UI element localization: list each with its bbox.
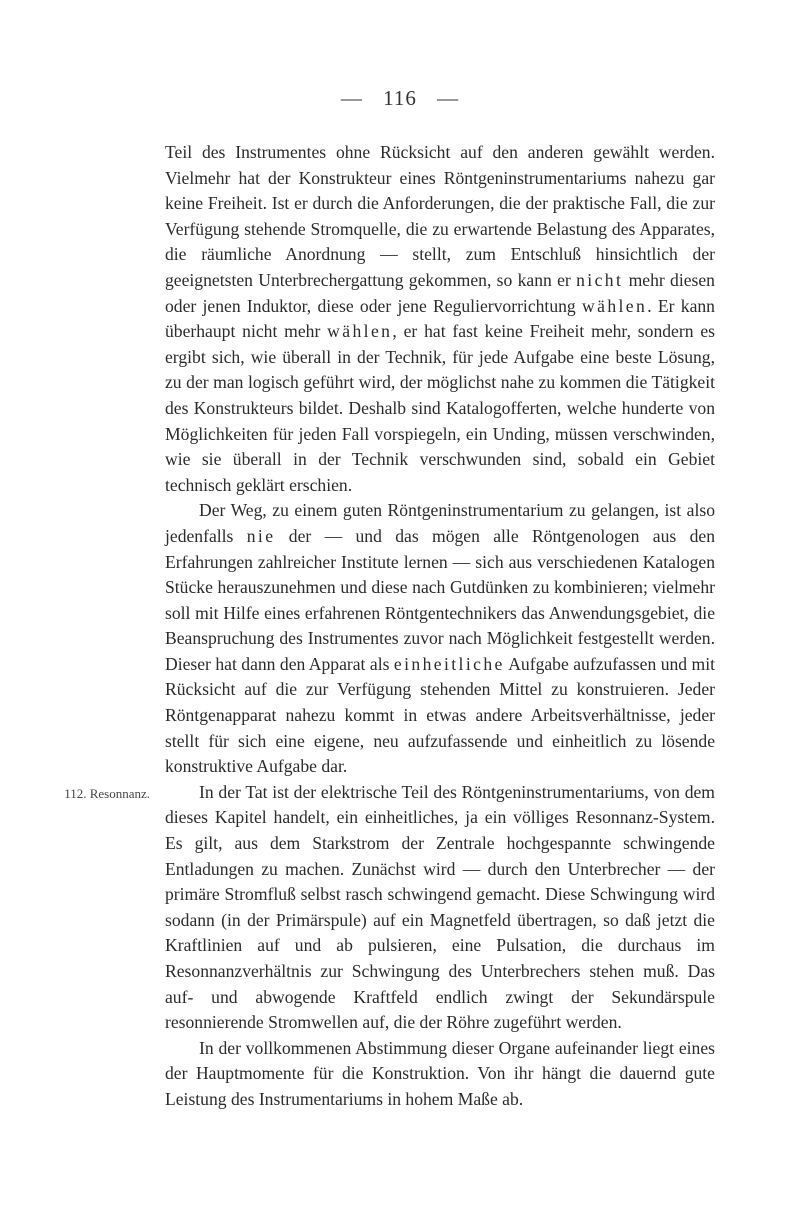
paragraph-4 [165, 1036, 715, 1113]
emphasis-text: wählen [582, 295, 648, 316]
page-number: 116 [383, 86, 417, 110]
text-run: Der Weg, zu einem guten Röntgeninstrumentarium zu gelangen, ist also jedenfalls [165, 500, 715, 546]
paragraph-1 [165, 140, 715, 498]
emphasis-text: einheitliche [393, 653, 505, 674]
paragraph-3 [165, 780, 715, 1036]
text-run: , er hat fast keine Freiheit mehr, sondern es ergibt sich, wie überall in der Technik, für jede Aufgabe eine beste Lösung, zu der man logisch geführt wird, der möglichst nahe zu kommen die Tätigkeit des Konstrukteurs bildet. Deshalb sind Katalogofferten, welche hunderte von Möglichkeiten für jeden Fall vorspiegeln, ein Unding, müssen verschwinden, wie sie überall in der Technik verschwunden sind, sobald ein Gebiet technisch geklärt erschien. [165, 321, 715, 495]
text-run: In der Tat ist der elektrische Teil des Röntgeninstrumentariums, von dem dieses Kapitel handelt, ein einheitliches, ja ein völliges Resonnanz-System. Es gilt, aus dem Starkstrom der Zentrale hochgespannte schwingende Entladungen zu machen. Zunächst wird — durch den Unterbrecher — der primäre Stromfluß selbst rasch schwingend gemacht. Diese Schwingung wird sodann (in der Primärspule) auf ein Magnetfeld übertragen, so daß jetzt die Kraftlinien auf und ab pulsieren, eine Pulsation, die durchaus im Resonnanzverhältnis zur Schwingung des Unterbrechers stehen muß. Das auf- und abwogende Kraftfeld endlich zwingt der Sekundärspule resonnierende Stromwellen auf, die der Röhre zugeführt werden. [165, 781, 715, 1033]
emphasis-text: wählen [327, 321, 393, 342]
text-run: Aufgabe aufzufassen und mit Rücksicht auf die zur Verfügung stehenden Mittel zu konstruieren. Jeder Röntgenapparat nahezu kommt in etwas andere Arbeitsverhältnisse, jeder stellt für sich eine eigene, neu aufzufassende und einheitlich zu lösende konstruktive Aufgabe dar. [165, 653, 715, 777]
text-run: der — und das mögen alle Röntgenologen aus den Erfahrungen zahlreicher Institute lernen — sich aus verschiedenen Katalogen Stücke herauszunehmen und diese nach Gutdünken zu kombinieren; vielmehr soll mit Hilfe eines erfahrenen Röntgentechnikers das Anwendungsgebiet, die Beanspruchung des Instrumentes zuvor nach Möglichkeit festgestellt werden. Dieser hat dann den Apparat als [165, 525, 715, 674]
text-run: In der vollkommenen Abstimmung dieser Organe aufeinander liegt eines der Hauptmomente für die Konstruktion. Von ihr hängt die dauernd gute Leistung des Instrumentariums in hohem Maße ab. [165, 1037, 715, 1109]
margin-note: 112. Resonnanz. [64, 785, 150, 801]
text-run: . Er kann überhaupt nicht mehr [165, 295, 715, 342]
text-run: mehr diesen oder jenen Induktor, diese oder jene Reguliervorrichtung [165, 269, 715, 316]
text-run: Teil des Instrumentes ohne Rücksicht auf den anderen gewählt werden. Vielmehr hat der Konstrukteur eines Röntgeninstrumentariums nahezu gar keine Freiheit. Ist er durch die Anforderungen, die der praktische Fall, die zur Verfügung stehende Stromquelle, die zu erwartende Belastung des Apparates, die räumliche Anordnung — stellt, zum Entschluß hinsichtlich der geeignetsten Unterbrechergattung gekommen, so kann er [165, 142, 715, 290]
emphasis-text: nicht [576, 269, 624, 290]
body-text [64, 140, 715, 1113]
page-header [0, 86, 800, 111]
emphasis-text: nie [246, 525, 276, 546]
paragraph-2 [165, 498, 715, 780]
header-dash-left: — [340, 86, 363, 110]
section-resonnanz [64, 780, 715, 1036]
header-dash-right: — [437, 86, 460, 110]
